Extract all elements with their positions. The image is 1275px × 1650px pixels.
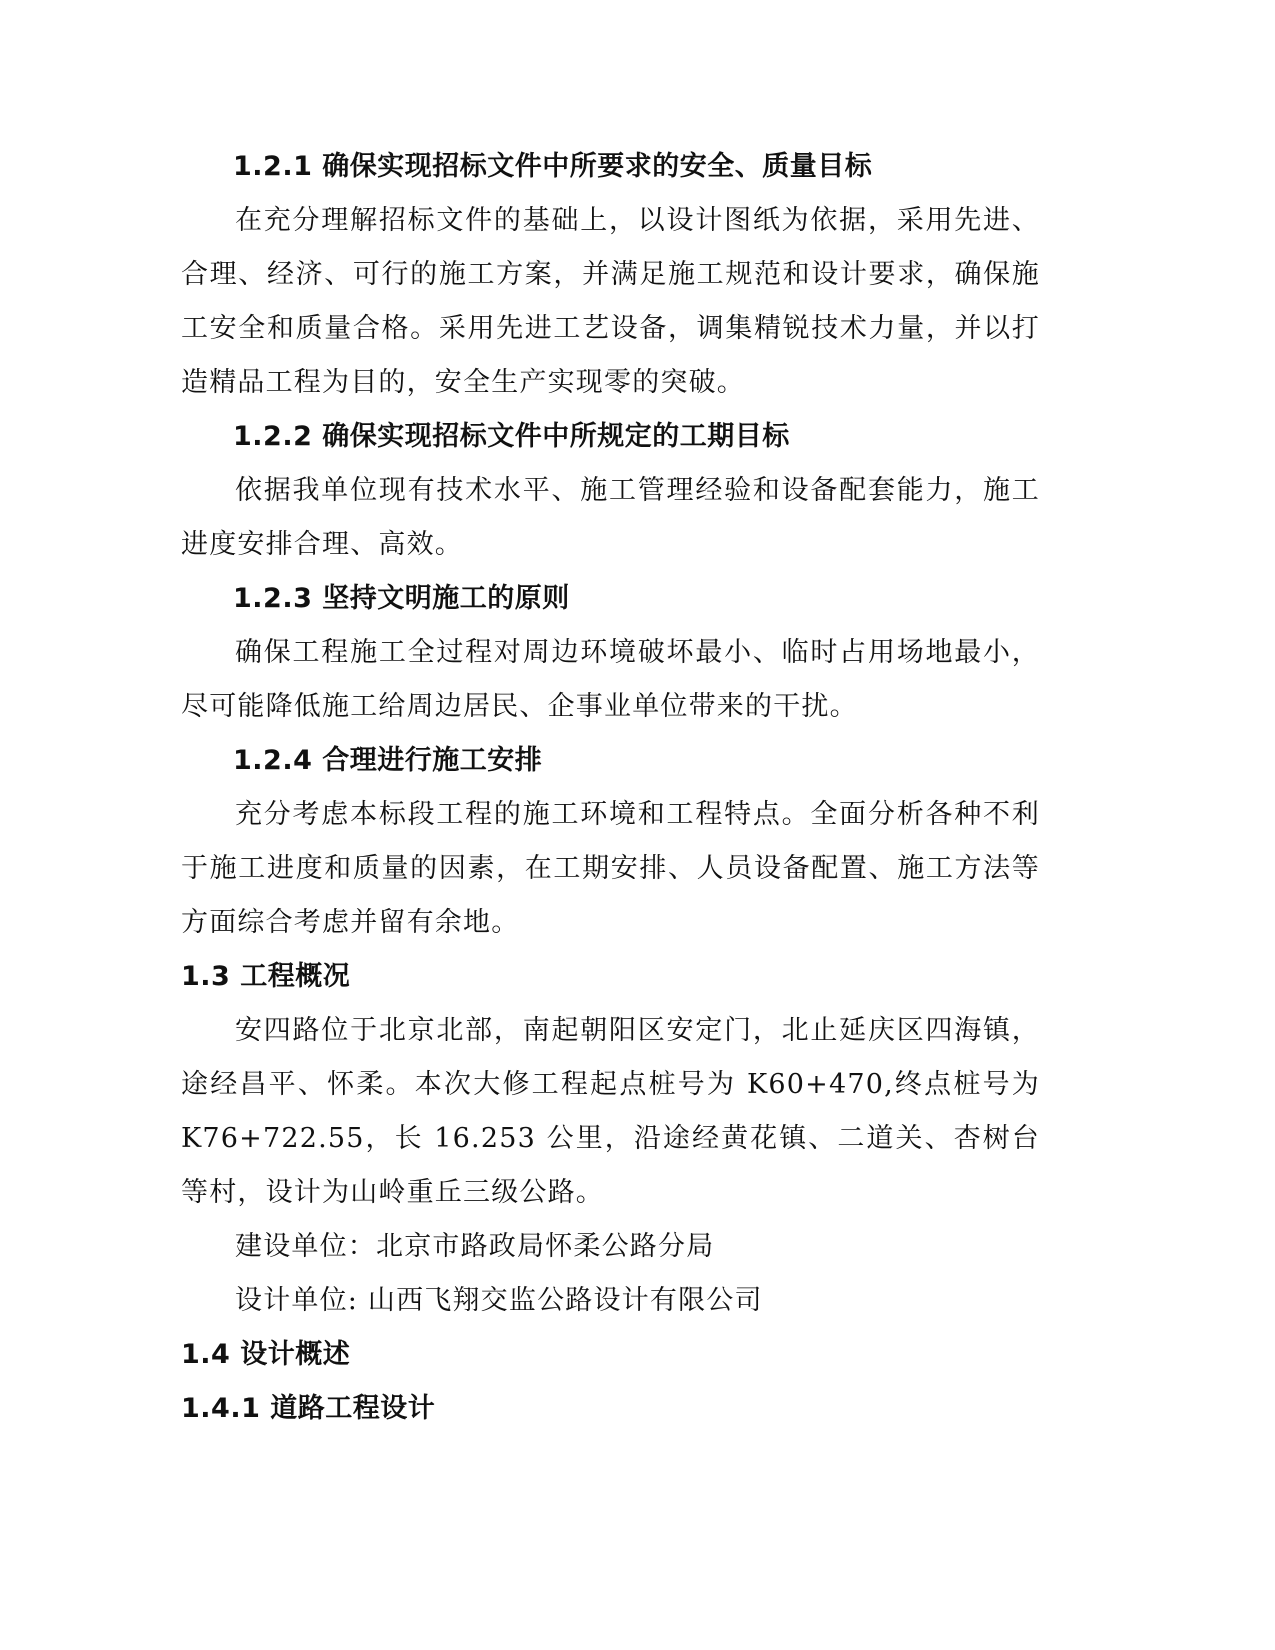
heading-1-3: 1.3 工程概况 xyxy=(181,961,351,992)
heading-1-4: 1.4 设计概述 xyxy=(181,1339,351,1370)
heading-1-2-4: 1.2.4 合理进行施工安排 xyxy=(233,745,543,776)
heading-1-2-2: 1.2.2 确保实现招标文件中所规定的工期目标 xyxy=(233,421,790,452)
design-unit: 设计单位: 山西飞翔交监公路设计有限公司 xyxy=(235,1285,763,1316)
paragraph-safety-quality: 在充分理解招标文件的基础上，以设计图纸为依据，采用先进、合理、经济、可行的施工方案，并满足施工规范和设计要求，确保施工安全和质量合格。采用先进工艺设备，调集精锐技术力量，并以打造精品工程为目的，安全生产实现零的突破。 xyxy=(181,205,1040,398)
paragraph-project-overview: 安四路位于北京北部，南起朝阳区安定门，北止延庆区四海镇，途经昌平、怀柔。本次大修工程起点桩号为 K60+470,终点桩号为K76+722.55，长 16.253 公里，沿途经黄花镇、二道关、杏树台等村，设计为山岭重丘三级公路。 xyxy=(181,1015,1040,1208)
paragraph-civilized-construction: 确保工程施工全过程对周边环境破坏最小、临时占用场地最小，尽可能降低施工给周边居民、企事业单位带来的干扰。 xyxy=(181,637,1040,722)
construction-unit: 建设单位：北京市路政局怀柔公路分局 xyxy=(235,1231,715,1262)
heading-1-2-3: 1.2.3 坚持文明施工的原则 xyxy=(233,583,570,614)
heading-1-4-1: 1.4.1 道路工程设计 xyxy=(181,1393,436,1424)
heading-1-2-1: 1.2.1 确保实现招标文件中所要求的安全、质量目标 xyxy=(233,151,873,182)
paragraph-arrangement: 充分考虑本标段工程的施工环境和工程特点。全面分析各种不利于施工进度和质量的因素，在工期安排、人员设备配置、施工方法等方面综合考虑并留有余地。 xyxy=(181,799,1040,938)
document-body xyxy=(181,140,1040,1436)
paragraph-schedule: 依据我单位现有技术水平、施工管理经验和设备配套能力，施工进度安排合理、高效。 xyxy=(181,475,1040,560)
